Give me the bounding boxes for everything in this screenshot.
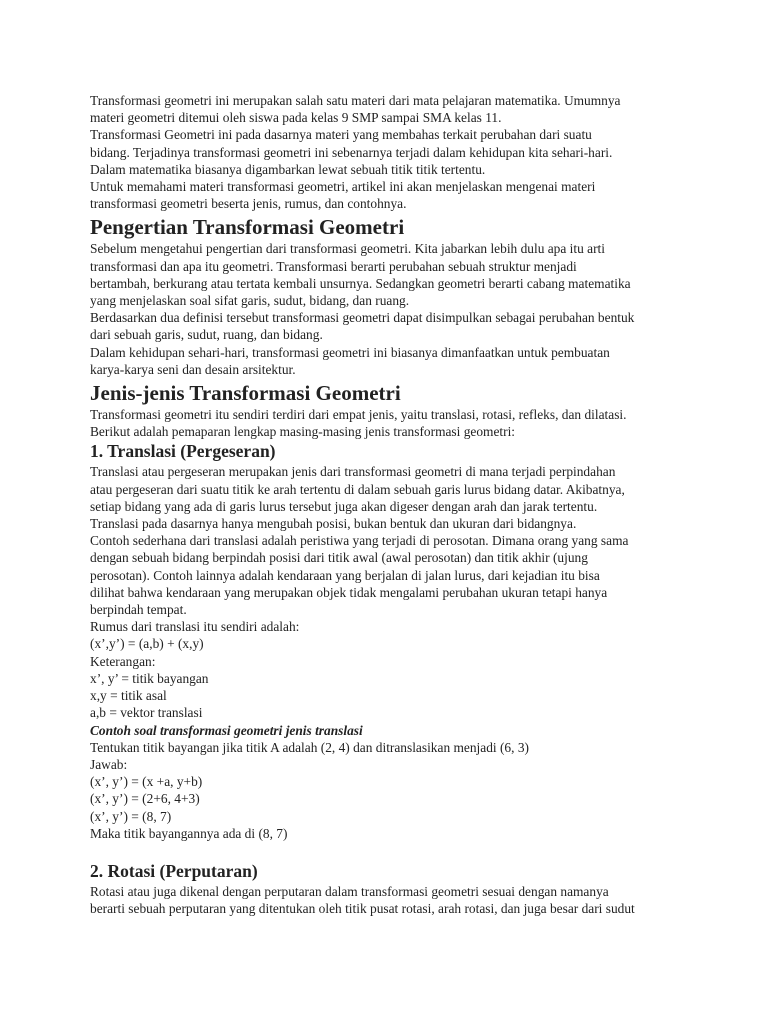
definition-line: x,y = titik asal: [90, 688, 167, 704]
paragraph-line: yang menjelaskan soal sifat garis, sudut, bidang, dan ruang.: [90, 293, 410, 309]
example-line: (x’, y’) = (2+6, 4+3): [90, 791, 200, 807]
paragraph-line: Berikut adalah pemaparan lengkap masing-masing jenis transformasi geometri:: [90, 424, 516, 440]
paragraph-line: dilihat bahwa kendaraan yang merupakan objek tidak mengalami perubahan ukuran tetapi hanya: [90, 584, 608, 600]
intro-line: materi geometri ditemui oleh siswa pada kelas 9 SMP sampai SMA kelas 11.: [90, 110, 502, 126]
paragraph-line: setiap bidang yang ada di garis lurus tersebut juga akan digeser dengan arah dan jarak tertentu.: [90, 498, 598, 514]
paragraph-line: dari sebuah garis, sudut, ruang, dan bidang.: [90, 327, 323, 343]
example-line: Maka titik bayangannya ada di (8, 7): [90, 825, 288, 841]
paragraph-line: Translasi pada dasarnya hanya mengubah posisi, bukan bentuk dan ukuran dari bidangnya.: [90, 516, 577, 532]
example-line: (x’, y’) = (x +a, y+b): [90, 774, 203, 790]
pengertian-section: [90, 215, 690, 378]
paragraph-line: Translasi atau pergeseran merupakan jenis dari transformasi geometri di mana terjadi perpindahan: [90, 464, 616, 480]
intro-section: [90, 92, 690, 212]
section-heading-jenis: Jenis-jenis Transformasi Geometri: [90, 381, 401, 406]
paragraph-line: dengan sebuah bidang berpindah posisi dari titik awal (awal perosotan) dan titik akhir (ujung: [90, 550, 588, 566]
intro-line: Transformasi geometri ini merupakan salah satu materi dari mata pelajaran matematika. Umumnya: [90, 93, 621, 108]
formula-line: (x’,y’) = (a,b) + (x,y): [90, 636, 204, 652]
example-line: (x’, y’) = (8, 7): [90, 808, 172, 824]
jenis-section: [90, 381, 690, 440]
paragraph-line: bertambah, berkurang atau tertata kembali unsurnya. Sedangkan geometri berarti cabang matematika: [90, 275, 631, 291]
paragraph-line: atau pergeseran dari suatu titik ke arah tertentu di dalam sebuah garis lurus bidang datar. Akibatnya,: [90, 481, 625, 497]
intro-line: transformasi geometri beserta jenis, rumus, dan contohnya.: [90, 196, 407, 212]
example-heading: Contoh soal transformasi geometri jenis translasi: [90, 722, 363, 738]
subsection-heading-translasi: 1. Translasi (Pergeseran): [90, 441, 276, 462]
paragraph-line: Rotasi atau juga dikenal dengan perputaran dalam transformasi geometri sesuai dengan namanya: [90, 883, 609, 899]
section-heading-pengertian: Pengertian Transformasi Geometri: [90, 215, 405, 240]
paragraph-line: berpindah tempat.: [90, 602, 187, 618]
intro-line: bidang. Terjadinya transformasi geometri ini sebenarnya terjadi dalam kehidupan kita sehari-hari.: [90, 144, 613, 160]
paragraph-line: Transformasi geometri itu sendiri terdiri dari empat jenis, yaitu translasi, rotasi, refleks, dan dilatasi.: [90, 407, 627, 423]
example-line: Jawab:: [90, 756, 128, 772]
paragraph-line: karya-karya seni dan desain arsitektur.: [90, 361, 296, 377]
paragraph-line: perosotan). Contoh lainnya adalah kendaraan yang berjalan di jalan lurus, dari kejadian itu bisa: [90, 567, 600, 583]
intro-line: Dalam matematika biasanya digambarkan lewat sebuah titik titik tertentu.: [90, 161, 486, 177]
document-page: [90, 92, 690, 917]
paragraph-line: transformasi dan apa itu geometri. Transformasi berarti perubahan sebuah struktur menjadi: [90, 258, 577, 274]
intro-line: Transformasi Geometri ini pada dasarnya materi yang membahas terkait perubahan dari suatu: [90, 127, 592, 143]
example-line: Tentukan titik bayangan jika titik A adalah (2, 4) dan ditranslasikan menjadi (6, 3): [90, 739, 529, 755]
paragraph-line: Berdasarkan dua definisi tersebut transformasi geometri dapat disimpulkan sebagai perubahan bentuk: [90, 310, 635, 326]
paragraph-line: Keterangan:: [90, 653, 156, 669]
definition-line: x’, y’ = titik bayangan: [90, 670, 209, 686]
paragraph-line: Rumus dari translasi itu sendiri adalah:: [90, 619, 300, 635]
translasi-section: [90, 441, 690, 841]
subsection-heading-rotasi: 2. Rotasi (Perputaran): [90, 860, 258, 881]
intro-line: Untuk memahami materi transformasi geometri, artikel ini akan menjelaskan mengenai materi: [90, 179, 596, 195]
spacer: [90, 842, 690, 860]
rotasi-section: [90, 861, 690, 917]
definition-line: a,b = vektor translasi: [90, 705, 203, 721]
paragraph-line: Dalam kehidupan sehari-hari, transformasi geometri ini biasanya dimanfaatkan untuk pembuatan: [90, 344, 610, 360]
paragraph-line: berarti sebuah perputaran yang ditentukan oleh titik pusat rotasi, arah rotasi, dan juga besar dari sudut: [90, 901, 635, 917]
paragraph-line: Contoh sederhana dari translasi adalah peristiwa yang terjadi di perosotan. Dimana orang yang sama: [90, 533, 629, 549]
paragraph-line: Sebelum mengetahui pengertian dari transformasi geometri. Kita jabarkan lebih dulu apa itu arti: [90, 241, 605, 257]
